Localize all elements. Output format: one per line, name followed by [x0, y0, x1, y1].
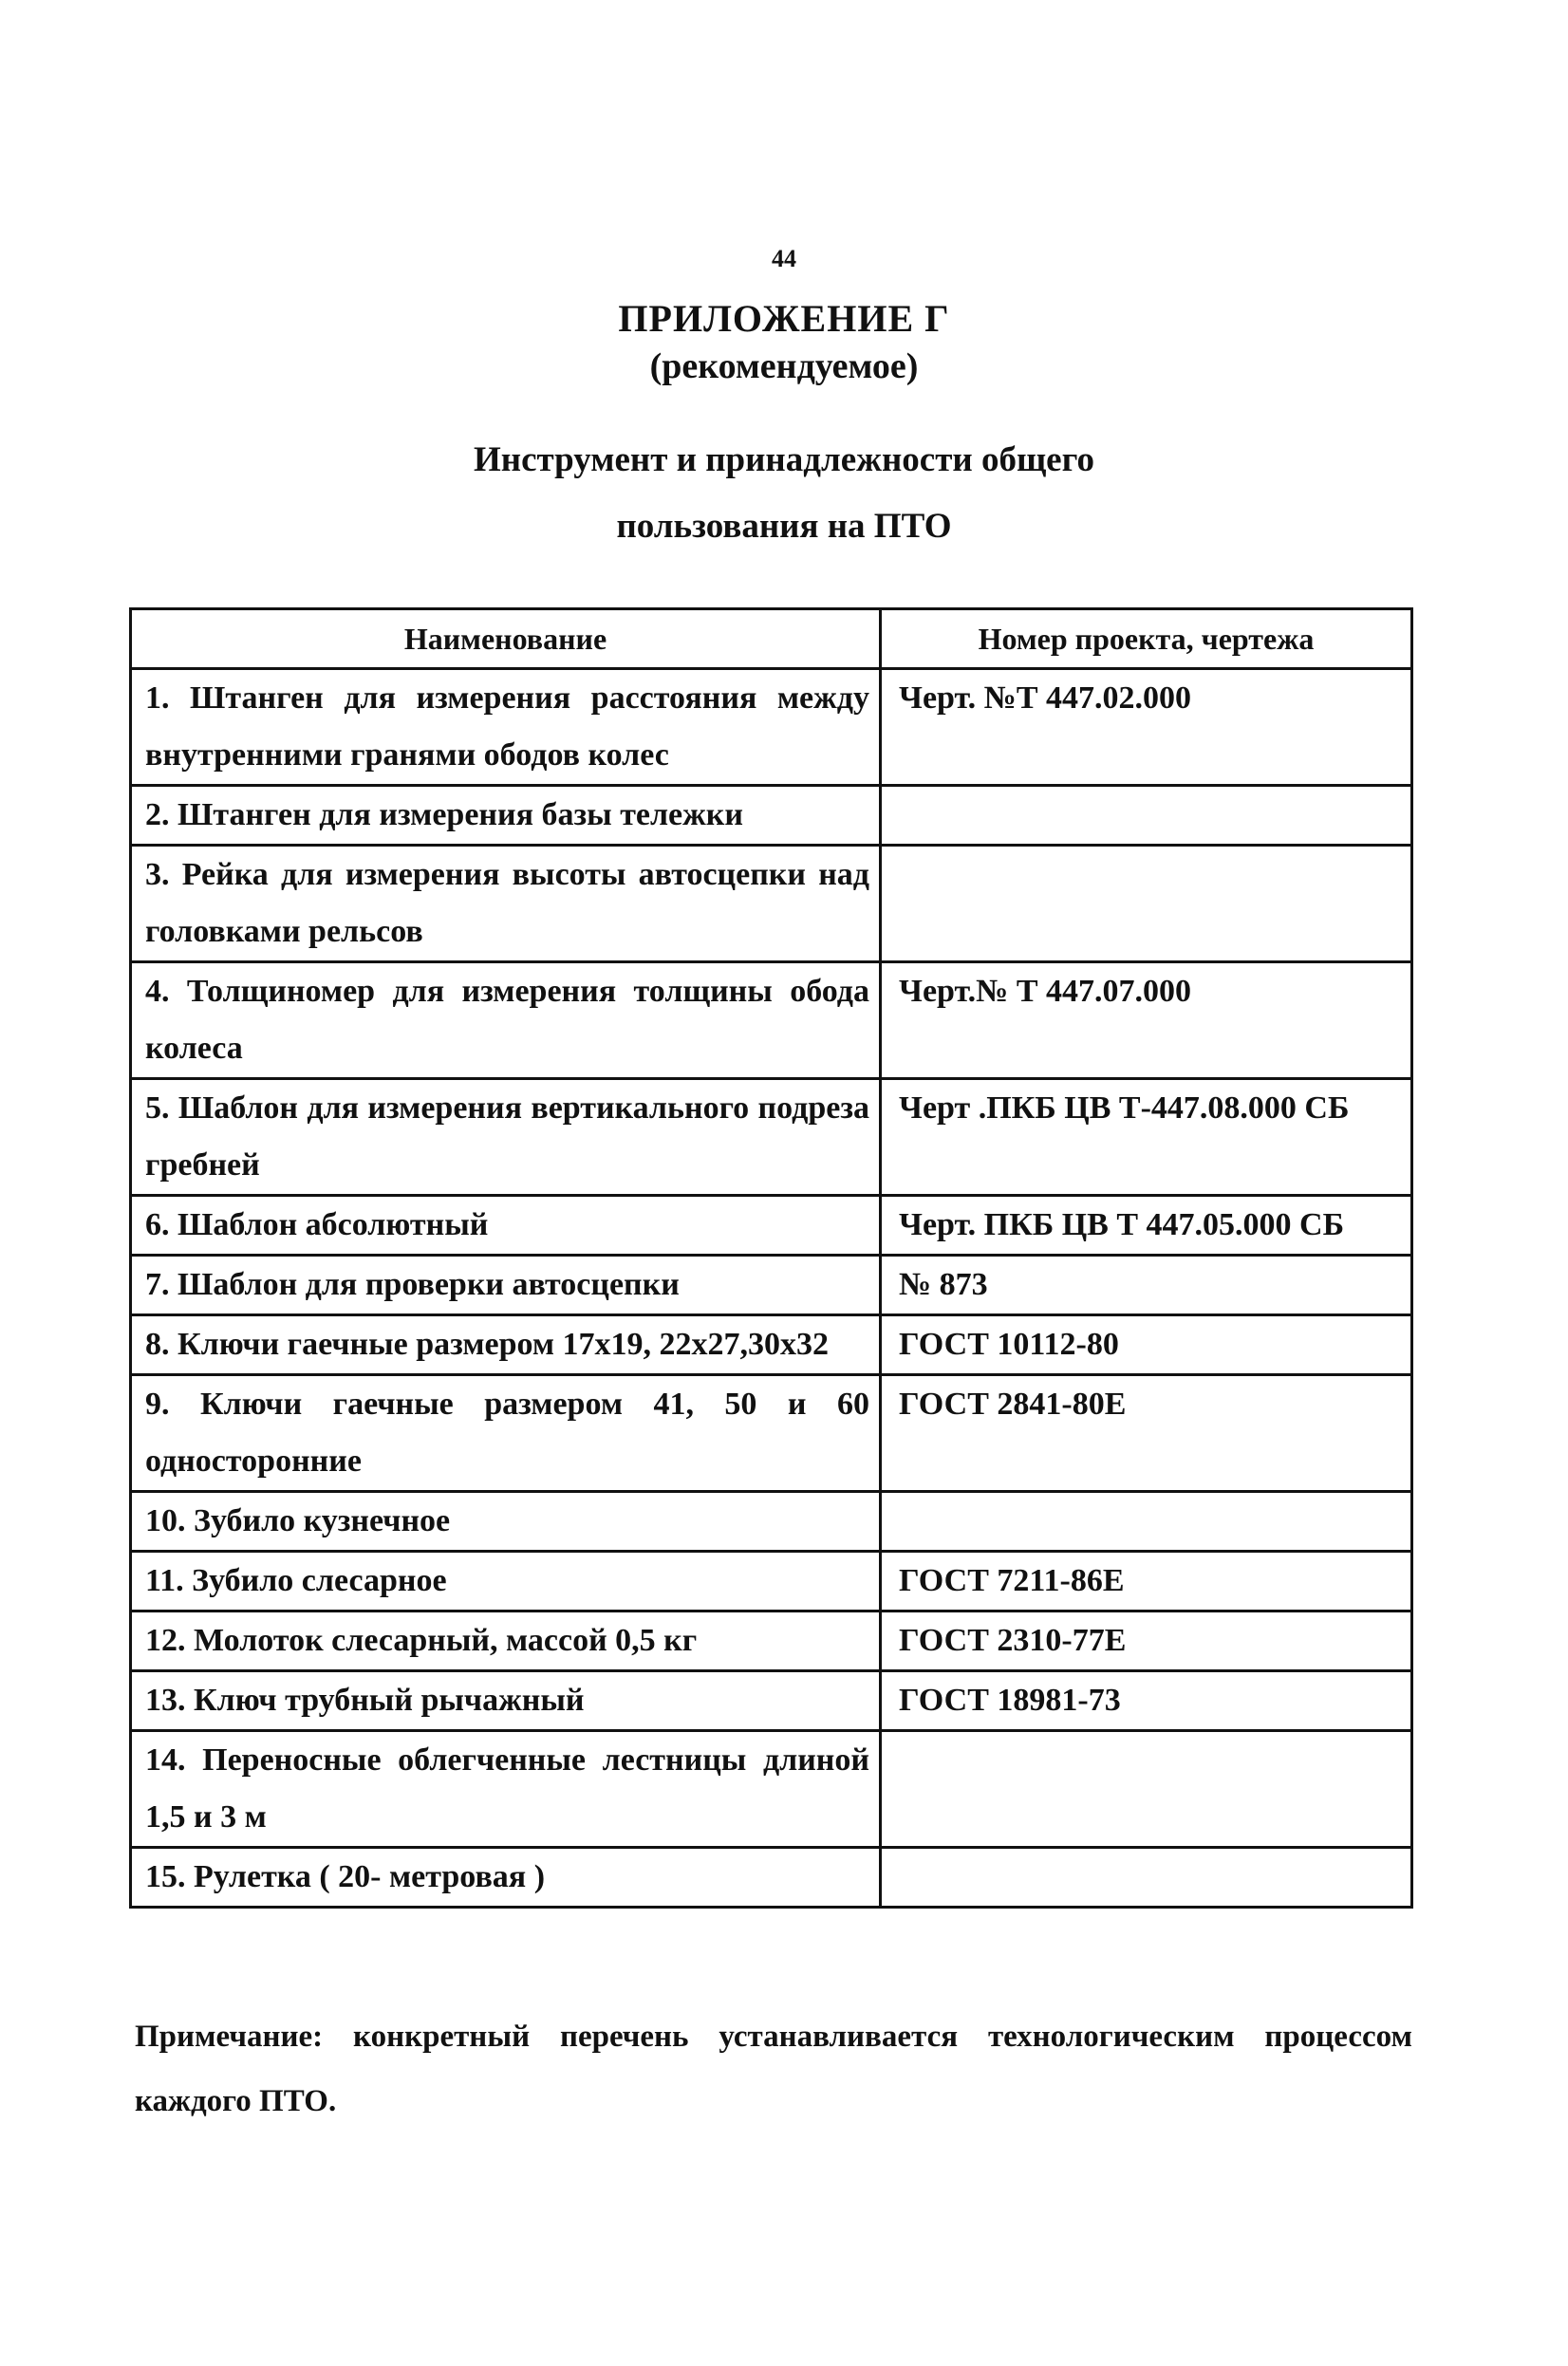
tool-name: 3. Рейка для измерения высоты автосцепки над головками рельсов — [131, 846, 881, 962]
note-label: Примечание: — [135, 2020, 324, 2054]
footnote — [135, 2004, 1412, 2133]
column-header-name: Наименование — [131, 609, 881, 669]
table-row — [131, 669, 1412, 786]
tool-name: 2. Штанген для измерения базы тележки — [131, 786, 881, 846]
drawing-number: ГОСТ 10112-80 — [881, 1315, 1412, 1375]
table-row — [131, 1492, 1412, 1552]
tool-name: 14. Переносные облегченные лестницы длиной 1,5 и 3 м — [131, 1731, 881, 1848]
column-header-number: Номер проекта, чертежа — [881, 609, 1412, 669]
drawing-number: Черт. №Т 447.02.000 — [881, 669, 1412, 786]
tool-name: 12. Молоток слесарный, массой 0,5 кг — [131, 1611, 881, 1671]
drawing-number: ГОСТ 7211-86Е — [881, 1552, 1412, 1611]
drawing-number: ГОСТ 2841-80Е — [881, 1375, 1412, 1492]
tool-name: 4. Толщиномер для измерения толщины обода колеса — [131, 962, 881, 1079]
table-row — [131, 1315, 1412, 1375]
table-header-row — [131, 609, 1412, 669]
drawing-number — [881, 846, 1412, 962]
drawing-number: № 873 — [881, 1256, 1412, 1315]
drawing-number — [881, 1492, 1412, 1552]
tool-name: 10. Зубило кузнечное — [131, 1492, 881, 1552]
drawing-number — [881, 1731, 1412, 1848]
tools-table — [129, 607, 1413, 1909]
table-row — [131, 1611, 1412, 1671]
drawing-number: Черт. ПКБ ЦВ Т 447.05.000 СБ — [881, 1196, 1412, 1256]
tool-name: 13. Ключ трубный рычажный — [131, 1671, 881, 1731]
page-number: 44 — [772, 245, 796, 272]
table-row — [131, 1079, 1412, 1196]
drawing-number — [881, 1848, 1412, 1908]
tool-name: 1. Штанген для измерения расстояния между внутренними гранями ободов колес — [131, 669, 881, 786]
table-row — [131, 1375, 1412, 1492]
drawing-number: ГОСТ 2310-77Е — [881, 1611, 1412, 1671]
tool-name: 9. Ключи гаечные размером 41, 50 и 60 односторонние — [131, 1375, 881, 1492]
document-title: Инструмент и принадлежности общего пользования на ПТО — [474, 440, 1094, 546]
note-text: конкретный перечень устанавливается технологическим процессом каждого ПТО. — [135, 2020, 1412, 2118]
tool-name: 11. Зубило слесарное — [131, 1552, 881, 1611]
table-row — [131, 1731, 1412, 1848]
table-row — [131, 1671, 1412, 1731]
tool-name: 5. Шаблон для измерения вертикального подреза гребней — [131, 1079, 881, 1196]
table-row — [131, 1848, 1412, 1908]
tool-name: 15. Рулетка ( 20- метровая ) — [131, 1848, 881, 1908]
drawing-number: ГОСТ 18981-73 — [881, 1671, 1412, 1731]
drawing-number — [881, 786, 1412, 846]
appendix-subtitle: (рекомендуемое) — [649, 346, 919, 386]
table-row — [131, 1196, 1412, 1256]
drawing-number: Черт.№ Т 447.07.000 — [881, 962, 1412, 1079]
tool-name: 6. Шаблон абсолютный — [131, 1196, 881, 1256]
appendix-title: ПРИЛОЖЕНИЕ Г — [618, 297, 950, 340]
table-row — [131, 962, 1412, 1079]
drawing-number: Черт .ПКБ ЦВ Т-447.08.000 СБ — [881, 1079, 1412, 1196]
table-row — [131, 1552, 1412, 1611]
tool-name: 8. Ключи гаечные размером 17x19, 22x27,30x32 — [131, 1315, 881, 1375]
table-row — [131, 1256, 1412, 1315]
tool-name: 7. Шаблон для проверки автосцепки — [131, 1256, 881, 1315]
table-row — [131, 846, 1412, 962]
table-row — [131, 786, 1412, 846]
